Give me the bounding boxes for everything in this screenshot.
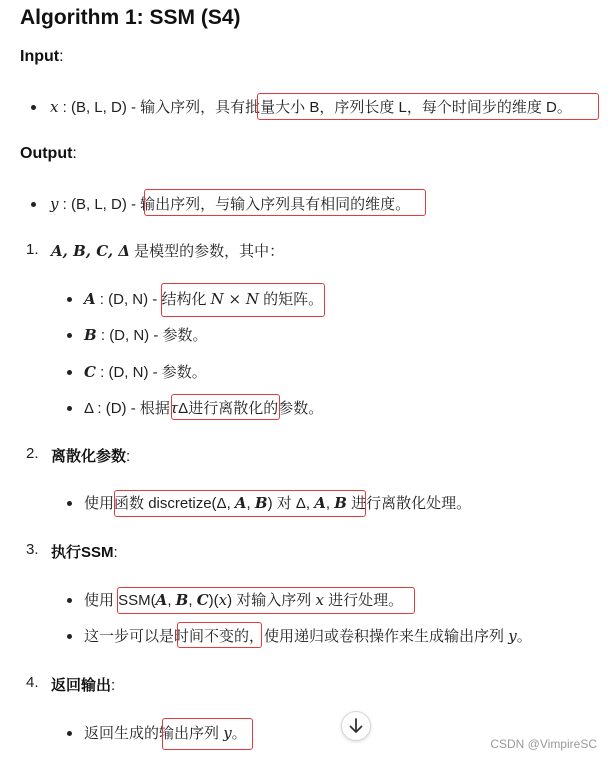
step4-line: 返回生成的输出序列 y。 <box>84 724 247 742</box>
bullet <box>67 634 72 639</box>
highlight-box <box>161 283 325 317</box>
watermark: CSDN @VimpireSC <box>490 737 597 751</box>
bullet <box>31 105 36 110</box>
bullet <box>67 501 72 506</box>
bullet <box>31 202 36 207</box>
param-a-line: A : (D, N) - 结构化 N × N 的矩阵。 <box>84 290 324 308</box>
param-b-line: B : (D, N) - 参数。 <box>84 326 208 344</box>
arrow-down-icon <box>349 718 363 734</box>
step-number: 1. <box>26 241 39 258</box>
highlight-text: 输出序列，与输入序列具有相同的维度 <box>140 196 396 213</box>
step1-line: A, B, C, Δ 是模型的参数，其中： <box>51 242 285 260</box>
bullet <box>67 598 72 603</box>
bullet <box>67 406 72 411</box>
bullet <box>67 370 72 375</box>
step2-heading: 离散化参数: <box>51 448 131 465</box>
step-number: 2. <box>26 445 39 462</box>
step3-line-1: 使用 SSM(A, B, C)(x) 对输入序列 x 进行处理。 <box>84 591 404 609</box>
highlight-box <box>177 622 262 648</box>
input-line: x : (B, L, D) - 输入序列，具有批量大小 B，序列长度 L，每个时间步的维度 D。 <box>50 98 572 116</box>
step3-heading: 执行SSM: <box>51 544 118 561</box>
highlight-box <box>114 490 366 517</box>
scroll-down-button[interactable] <box>341 711 371 741</box>
bullet <box>67 297 72 302</box>
bullet <box>67 333 72 338</box>
step-number: 4. <box>26 674 39 691</box>
highlight-text: 批量大小 B，序列长度 L，每个时间步的维度 D <box>245 99 557 116</box>
bullet <box>67 731 72 736</box>
highlight-box <box>162 718 253 750</box>
highlight-box <box>117 587 415 614</box>
output-heading: Output: <box>20 145 77 162</box>
step3-line-2: 这一步可以是时间不变的，使用递归或卷积操作来生成输出序列 y。 <box>84 627 532 645</box>
highlight-box <box>257 93 599 120</box>
var-y: y <box>50 195 59 213</box>
highlight-box <box>144 189 426 216</box>
page-title: Algorithm 1: SSM (S4) <box>20 6 241 29</box>
step4-heading: 返回输出: <box>51 677 116 694</box>
var-x: x <box>50 98 59 116</box>
step2-line: 使用函数 discretize(Δ, A, B) 对 Δ, A, B 进行离散化处理。 <box>84 494 472 512</box>
input-heading: Input: <box>20 48 64 65</box>
param-c-line: C : (D, N) - 参数。 <box>84 363 207 381</box>
param-list: A, B, C, Δ <box>51 242 130 260</box>
highlight-box <box>171 394 280 420</box>
param-delta-line: Δ : (D) - 根据τΔ进行离散化的参数。 <box>84 399 324 417</box>
step-number: 3. <box>26 541 39 558</box>
output-line: y : (B, L, D) - 输出序列，与输入序列具有相同的维度。 <box>50 195 411 213</box>
